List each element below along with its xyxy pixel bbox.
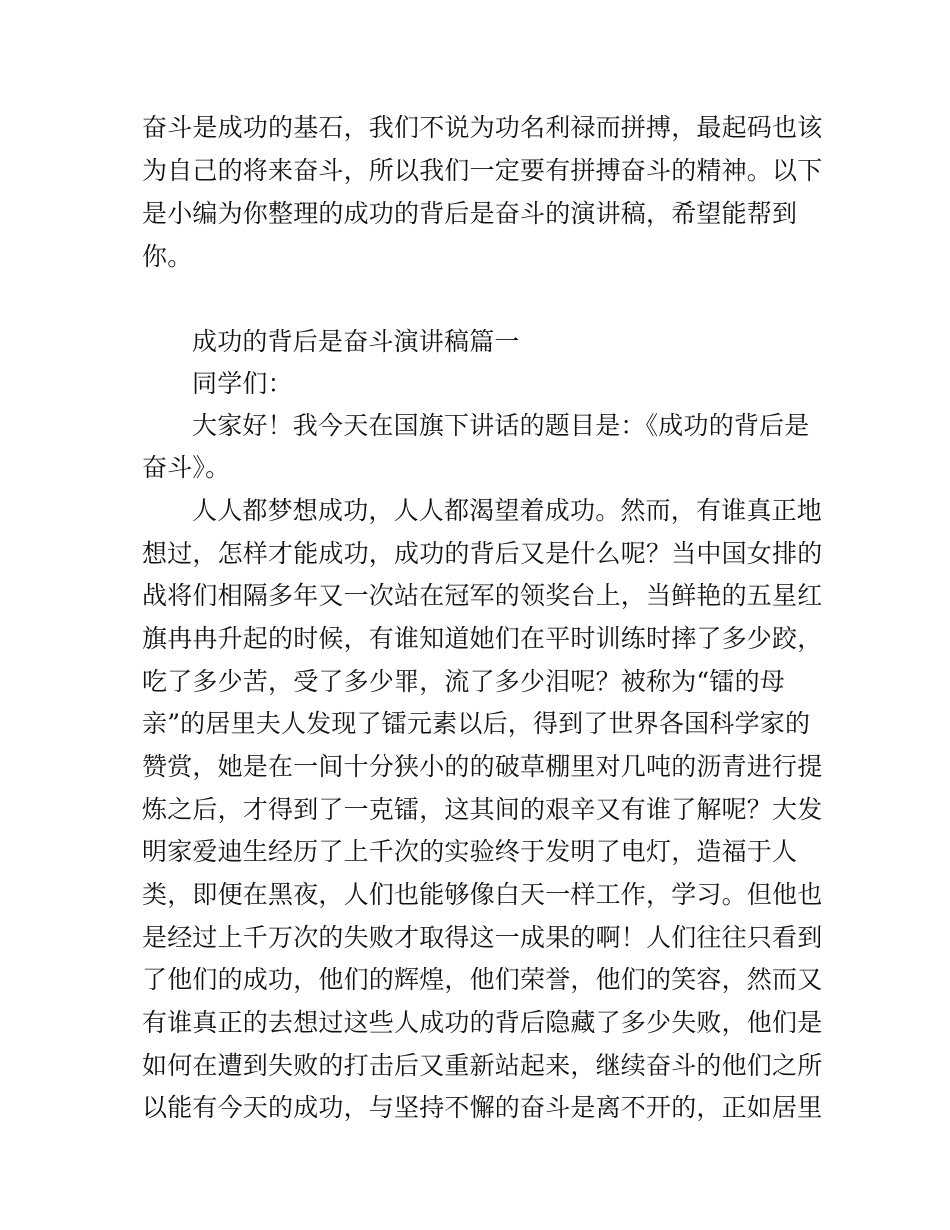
paragraph2-line-11: 是经过上千万次的失败才取得这一成果的啊！人们往往只看到 — [142, 923, 823, 952]
paragraph2-line-1: 人人都梦想成功，人人都渴望着成功。然而，有谁真正地 — [192, 496, 823, 525]
paragraph2-line-4: 旗冉冉升起的时候，有谁知道她们在平时训练时摔了多少跤， — [142, 624, 823, 653]
intro-line-2: 为自己的将来奋斗，所以我们一定要有拼搏奋斗的精神。以下 — [142, 156, 823, 185]
salutation: 同学们： — [192, 369, 293, 398]
paragraph2-line-12: 了他们的成功，他们的辉煌，他们荣誉，他们的笑容，然而又 — [142, 965, 823, 994]
intro-line-1: 奋斗是成功的基石，我们不说为功名利禄而拼搏，最起码也该 — [142, 113, 823, 142]
section-title: 成功的背后是奋斗演讲稿篇一 — [192, 327, 520, 356]
paragraph2-line-7: 赞赏，她是在一间十分狭小的的破草棚里对几吨的沥青进行提 — [142, 752, 823, 781]
paragraph2-line-2: 想过，怎样才能成功，成功的背后又是什么呢？当中国女排的 — [142, 539, 823, 568]
intro-line-4: 你。 — [142, 242, 193, 271]
paragraph2-line-6: 亲”的居里夫人发现了镭元素以后，得到了世界各国科学家的 — [142, 709, 811, 738]
paragraph1-line-1: 大家好！我今天在国旗下讲话的题目是：《成功的背后是 — [192, 411, 810, 440]
paragraph2-line-15: 以能有今天的成功，与坚持不懈的奋斗是离不开的，正如居里 — [142, 1093, 823, 1122]
paragraph2-line-8: 炼之后，才得到了一克镭，这其间的艰辛又有谁了解呢？大发 — [142, 795, 823, 824]
paragraph2-line-14: 如何在遭到失败的打击后又重新站起来，继续奋斗的他们之所 — [142, 1051, 823, 1080]
paragraph2-line-13: 有谁真正的去想过这些人成功的背后隐藏了多少失败，他们是 — [142, 1008, 823, 1037]
paragraph2-line-10: 类，即便在黑夜，人们也能够像白天一样工作，学习。但他也 — [142, 880, 823, 909]
paragraph1-line-2: 奋斗》。 — [142, 453, 231, 482]
paragraph2-line-5: 吃了多少苦，受了多少罪，流了多少泪呢？被称为“镭的母 — [142, 667, 785, 696]
paragraph2-line-3: 战将们相隔多年又一次站在冠军的领奖台上，当鲜艳的五星红 — [142, 581, 823, 610]
paragraph2-line-9: 明家爱迪生经历了上千次的实验终于发明了电灯，造福于人 — [142, 837, 798, 866]
intro-line-3: 是小编为你整理的成功的背后是奋斗的演讲稿，希望能帮到 — [142, 199, 798, 228]
